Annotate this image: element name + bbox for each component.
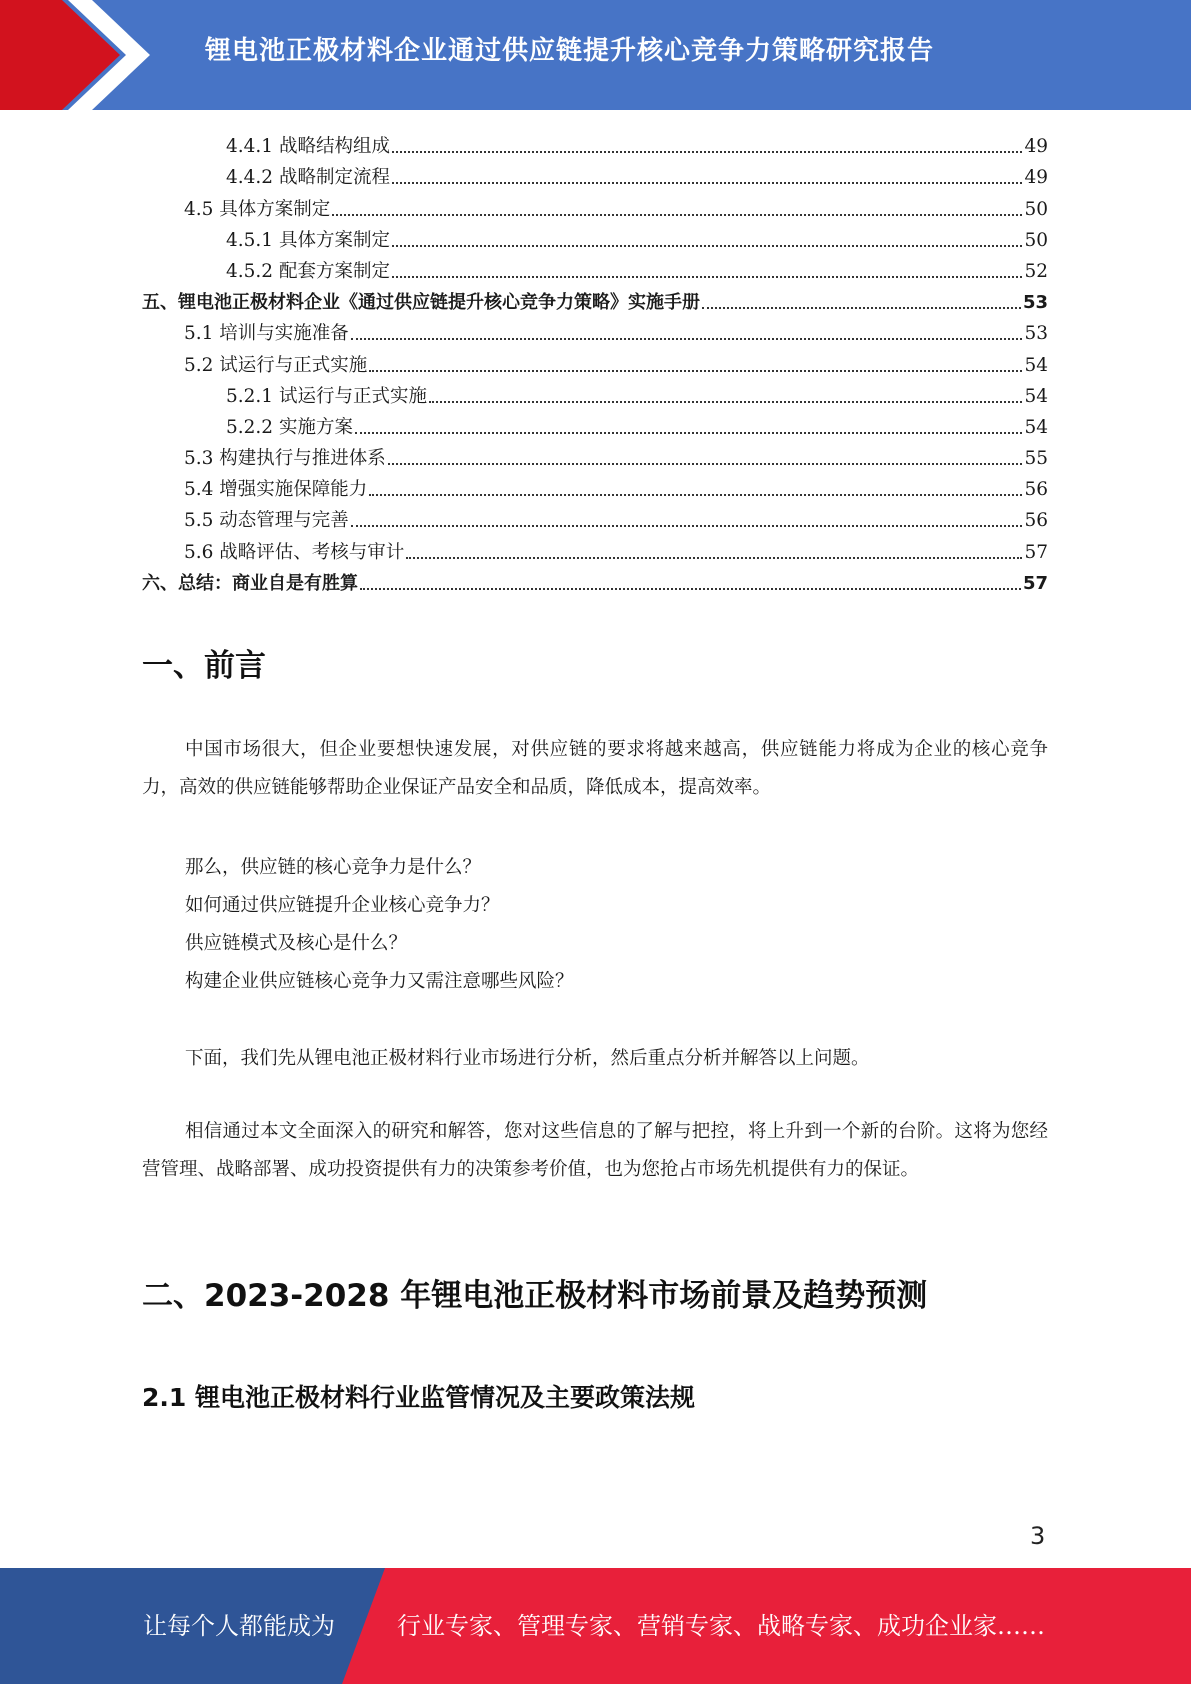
toc-entry-label: 4.4.2 战略制定流程 bbox=[226, 167, 390, 189]
toc-entry-page: 54 bbox=[1024, 385, 1048, 407]
toc-entry-page: 49 bbox=[1024, 167, 1048, 189]
toc-entry[interactable] bbox=[142, 252, 1048, 283]
toc-entry-label: 5.2 试运行与正式实施 bbox=[184, 354, 368, 376]
toc-entry-page: 50 bbox=[1024, 229, 1048, 251]
toc-entry[interactable] bbox=[142, 314, 1048, 345]
toc-entry[interactable] bbox=[142, 221, 1048, 252]
toc-entry-label: 5.4 增强实施保障能力 bbox=[184, 479, 368, 501]
toc-entry-label: 5.2.1 试运行与正式实施 bbox=[226, 385, 427, 407]
section-heading-market-outlook: 二、2023-2028 年锂电池正极材料市场前景及趋势预测 bbox=[142, 1278, 928, 1314]
toc-entry[interactable] bbox=[142, 377, 1048, 408]
toc-entry[interactable] bbox=[142, 470, 1048, 501]
toc-dot-leader bbox=[355, 432, 1023, 434]
table-of-contents bbox=[142, 127, 1048, 595]
preface-question: 构建企业供应链核心竞争力又需注意哪些风险？ bbox=[185, 971, 574, 992]
toc-entry-page: 56 bbox=[1024, 510, 1048, 532]
toc-dot-leader bbox=[369, 370, 1022, 372]
toc-entry[interactable] bbox=[142, 158, 1048, 189]
toc-dot-leader bbox=[351, 525, 1023, 527]
toc-entry-page: 50 bbox=[1024, 198, 1048, 220]
toc-entry-label: 4.5 具体方案制定 bbox=[184, 198, 331, 220]
toc-entry-label: 5.2.2 实施方案 bbox=[226, 416, 353, 438]
toc-entry-label: 4.4.1 战略结构组成 bbox=[226, 136, 390, 158]
toc-entry-page: 49 bbox=[1024, 136, 1048, 158]
footer-slogan-left: 让每个人都能成为 bbox=[143, 1612, 335, 1640]
header-chevron-decoration bbox=[0, 0, 150, 110]
toc-entry[interactable] bbox=[142, 127, 1048, 158]
toc-entry-page: 53 bbox=[1022, 292, 1048, 314]
preface-question: 供应链模式及核心是什么？ bbox=[185, 933, 408, 954]
preface-paragraph-2: 下面，我们先从锂电池正极材料行业市场进行分析，然后重点分析并解答以上问题。 bbox=[185, 1048, 870, 1069]
footer-slogan-right: 行业专家、管理专家、营销专家、战略专家、成功企业家…… bbox=[397, 1612, 1045, 1640]
toc-entry-label: 5.5 动态管理与完善 bbox=[184, 510, 349, 532]
toc-entry-label: 5.3 构建执行与推进体系 bbox=[184, 448, 386, 470]
toc-entry-label: 五、锂电池正极材料企业《通过供应链提升核心竞争力策略》实施手册 bbox=[142, 292, 700, 314]
toc-dot-leader bbox=[388, 463, 1023, 465]
toc-entry-page: 57 bbox=[1024, 541, 1048, 563]
toc-entry[interactable] bbox=[142, 532, 1048, 563]
toc-entry-label: 4.5.2 配套方案制定 bbox=[226, 260, 390, 282]
preface-question: 如何通过供应链提升企业核心竞争力？ bbox=[185, 895, 500, 916]
toc-entry-label: 5.6 战略评估、考核与审计 bbox=[184, 541, 405, 563]
subsection-heading-regulation: 2.1 锂电池正极材料行业监管情况及主要政策法规 bbox=[142, 1383, 695, 1412]
toc-entry-page: 56 bbox=[1024, 479, 1048, 501]
toc-entry-page: 53 bbox=[1024, 323, 1048, 345]
toc-dot-leader bbox=[429, 401, 1022, 403]
preface-question: 那么，供应链的核心竞争力是什么？ bbox=[185, 857, 482, 878]
toc-entry[interactable] bbox=[142, 189, 1048, 220]
toc-dot-leader bbox=[392, 151, 1022, 153]
toc-entry-label: 5.1 培训与实施准备 bbox=[184, 323, 349, 345]
toc-dot-leader bbox=[702, 307, 1021, 309]
toc-dot-leader bbox=[392, 182, 1022, 184]
toc-entry[interactable] bbox=[142, 345, 1048, 376]
toc-dot-leader bbox=[360, 588, 1021, 590]
page-number: 3 bbox=[1030, 1522, 1046, 1550]
toc-dot-leader bbox=[392, 276, 1022, 278]
toc-entry-page: 52 bbox=[1024, 260, 1048, 282]
toc-entry-page: 54 bbox=[1024, 416, 1048, 438]
toc-entry[interactable] bbox=[142, 408, 1048, 439]
toc-entry[interactable] bbox=[142, 501, 1048, 532]
toc-entry[interactable] bbox=[142, 283, 1048, 314]
section-heading-preface: 一、前言 bbox=[142, 648, 266, 684]
toc-entry-page: 54 bbox=[1024, 354, 1048, 376]
footer-band bbox=[0, 1568, 1191, 1684]
toc-entry[interactable] bbox=[142, 439, 1048, 470]
toc-entry-label: 六、总结：商业自是有胜算 bbox=[142, 572, 358, 594]
toc-dot-leader bbox=[392, 245, 1022, 247]
header-banner bbox=[0, 0, 1191, 110]
toc-dot-leader bbox=[406, 557, 1022, 559]
report-title: 锂电池正极材料企业通过供应链提升核心竞争力策略研究报告 bbox=[205, 36, 935, 66]
toc-dot-leader bbox=[369, 494, 1022, 496]
toc-entry[interactable] bbox=[142, 564, 1048, 595]
toc-dot-leader bbox=[351, 338, 1023, 340]
preface-paragraph-1: 中国市场很大，但企业要想快速发展，对供应链的要求将越来越高，供应链能力将成为企业的核心竞争力，高效的供应链能够帮助企业保证产品安全和品质，降低成本，提高效率。 bbox=[142, 739, 1048, 798]
toc-entry-label: 4.5.1 具体方案制定 bbox=[226, 229, 390, 251]
toc-entry-page: 55 bbox=[1024, 448, 1048, 470]
preface-paragraph-3: 相信通过本文全面深入的研究和解答，您对这些信息的了解与把控，将上升到一个新的台阶。这将为您经营管理、战略部署、成功投资提供有力的决策参考价值，也为您抢占市场先机提供有力的保证。 bbox=[142, 1121, 1048, 1180]
toc-dot-leader bbox=[332, 214, 1022, 216]
toc-entry-page: 57 bbox=[1022, 572, 1048, 594]
